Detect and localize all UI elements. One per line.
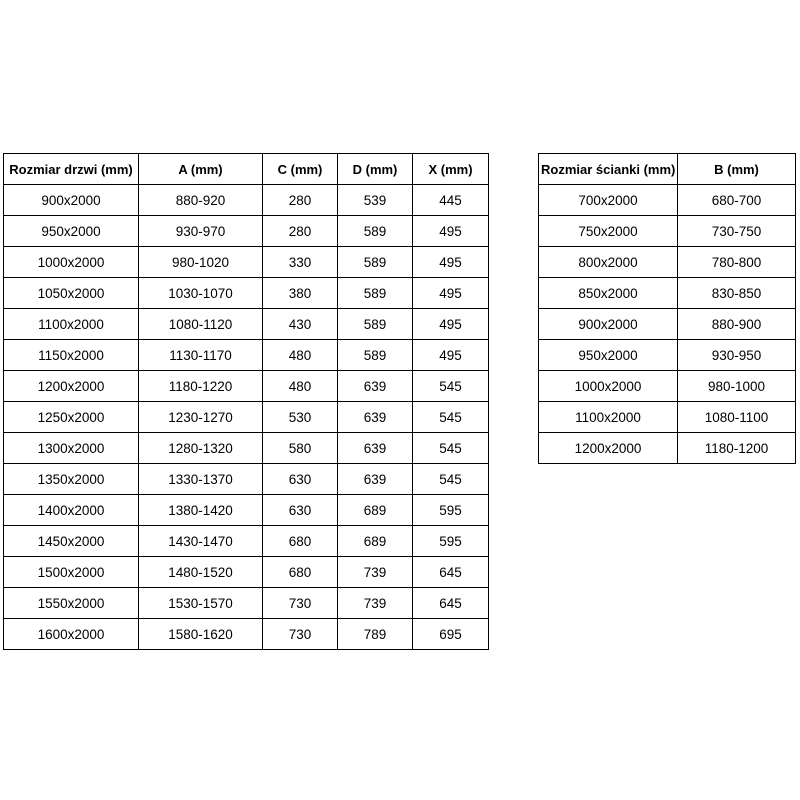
table-cell: 1130-1170 <box>139 340 263 371</box>
table-cell: 480 <box>263 371 338 402</box>
table-cell: 1200x2000 <box>4 371 139 402</box>
column-header: C (mm) <box>263 154 338 185</box>
table-cell: 1330-1370 <box>139 464 263 495</box>
table-cell: 380 <box>263 278 338 309</box>
table-row <box>4 309 489 340</box>
table-cell: 1100x2000 <box>539 402 678 433</box>
table-cell: 680-700 <box>678 185 796 216</box>
table-cell: 730 <box>263 588 338 619</box>
table-cell: 589 <box>338 247 413 278</box>
table-row <box>539 340 796 371</box>
table-row <box>539 309 796 340</box>
table-cell: 730 <box>263 619 338 650</box>
table-row <box>539 371 796 402</box>
table-cell: 539 <box>338 185 413 216</box>
table-cell: 330 <box>263 247 338 278</box>
table-cell: 850x2000 <box>539 278 678 309</box>
table-cell: 595 <box>413 526 489 557</box>
wall-size-table <box>538 153 796 464</box>
table-cell: 789 <box>338 619 413 650</box>
table-cell: 900x2000 <box>4 185 139 216</box>
table-cell: 689 <box>338 526 413 557</box>
table-cell: 1600x2000 <box>4 619 139 650</box>
table-row <box>4 588 489 619</box>
table-row <box>4 433 489 464</box>
table-cell: 1200x2000 <box>539 433 678 464</box>
table-row <box>539 216 796 247</box>
table-cell: 680 <box>263 557 338 588</box>
table-cell: 1080-1100 <box>678 402 796 433</box>
table-cell: 1400x2000 <box>4 495 139 526</box>
table-cell: 1380-1420 <box>139 495 263 526</box>
table-cell: 1030-1070 <box>139 278 263 309</box>
table-cell: 639 <box>338 402 413 433</box>
table-cell: 280 <box>263 185 338 216</box>
table-cell: 1580-1620 <box>139 619 263 650</box>
table-cell: 589 <box>338 216 413 247</box>
table-cell: 1080-1120 <box>139 309 263 340</box>
column-header: D (mm) <box>338 154 413 185</box>
table-cell: 1480-1520 <box>139 557 263 588</box>
table-cell: 730-750 <box>678 216 796 247</box>
table-row <box>4 185 489 216</box>
table-row <box>4 340 489 371</box>
table-cell: 739 <box>338 557 413 588</box>
table-cell: 1230-1270 <box>139 402 263 433</box>
table-cell: 1180-1200 <box>678 433 796 464</box>
table-cell: 589 <box>338 309 413 340</box>
table-row <box>539 278 796 309</box>
table-row <box>539 402 796 433</box>
table-row <box>4 247 489 278</box>
table-cell: 900x2000 <box>539 309 678 340</box>
table-cell: 880-920 <box>139 185 263 216</box>
table-cell: 1500x2000 <box>4 557 139 588</box>
table-cell: 1180-1220 <box>139 371 263 402</box>
table-cell: 1000x2000 <box>539 371 678 402</box>
table-cell: 630 <box>263 495 338 526</box>
table-row <box>4 557 489 588</box>
table-cell: 1250x2000 <box>4 402 139 433</box>
header-row <box>539 154 796 185</box>
table-cell: 545 <box>413 402 489 433</box>
table-cell: 495 <box>413 247 489 278</box>
table-cell: 430 <box>263 309 338 340</box>
table-cell: 930-950 <box>678 340 796 371</box>
table-cell: 1550x2000 <box>4 588 139 619</box>
table-cell: 930-970 <box>139 216 263 247</box>
table-row <box>539 185 796 216</box>
table-cell: 1150x2000 <box>4 340 139 371</box>
table-cell: 1050x2000 <box>4 278 139 309</box>
table-cell: 1350x2000 <box>4 464 139 495</box>
table-cell: 495 <box>413 309 489 340</box>
table-cell: 545 <box>413 464 489 495</box>
table-cell: 1100x2000 <box>4 309 139 340</box>
table-cell: 800x2000 <box>539 247 678 278</box>
table-cell: 750x2000 <box>539 216 678 247</box>
table-cell: 1450x2000 <box>4 526 139 557</box>
table-row <box>539 247 796 278</box>
table-cell: 639 <box>338 464 413 495</box>
table-row <box>4 278 489 309</box>
table-row <box>4 216 489 247</box>
table-cell: 580 <box>263 433 338 464</box>
table-cell: 830-850 <box>678 278 796 309</box>
door-size-table <box>3 153 489 650</box>
table-cell: 1300x2000 <box>4 433 139 464</box>
table-cell: 630 <box>263 464 338 495</box>
table-row <box>4 371 489 402</box>
table-cell: 695 <box>413 619 489 650</box>
table-row <box>4 495 489 526</box>
table-cell: 645 <box>413 557 489 588</box>
table-row <box>4 464 489 495</box>
table-cell: 689 <box>338 495 413 526</box>
table-cell: 530 <box>263 402 338 433</box>
table-cell: 280 <box>263 216 338 247</box>
table-cell: 700x2000 <box>539 185 678 216</box>
table-cell: 595 <box>413 495 489 526</box>
table-row <box>539 433 796 464</box>
table-cell: 880-900 <box>678 309 796 340</box>
table-cell: 950x2000 <box>539 340 678 371</box>
table-cell: 445 <box>413 185 489 216</box>
table-cell: 645 <box>413 588 489 619</box>
table-cell: 495 <box>413 340 489 371</box>
table-cell: 780-800 <box>678 247 796 278</box>
column-header: Rozmiar ścianki (mm) <box>539 154 678 185</box>
table-row <box>4 526 489 557</box>
table-cell: 495 <box>413 278 489 309</box>
header-row <box>4 154 489 185</box>
table-row <box>4 619 489 650</box>
table-cell: 639 <box>338 371 413 402</box>
table-cell: 980-1020 <box>139 247 263 278</box>
table-cell: 980-1000 <box>678 371 796 402</box>
table-cell: 480 <box>263 340 338 371</box>
table-cell: 639 <box>338 433 413 464</box>
column-header: Rozmiar drzwi (mm) <box>4 154 139 185</box>
table-cell: 739 <box>338 588 413 619</box>
column-header: B (mm) <box>678 154 796 185</box>
table-cell: 589 <box>338 278 413 309</box>
table-cell: 1430-1470 <box>139 526 263 557</box>
table-cell: 589 <box>338 340 413 371</box>
table-cell: 545 <box>413 433 489 464</box>
table-cell: 545 <box>413 371 489 402</box>
table-cell: 1280-1320 <box>139 433 263 464</box>
table-cell: 1000x2000 <box>4 247 139 278</box>
column-header: A (mm) <box>139 154 263 185</box>
table-cell: 495 <box>413 216 489 247</box>
column-header: X (mm) <box>413 154 489 185</box>
table-cell: 950x2000 <box>4 216 139 247</box>
table-cell: 1530-1570 <box>139 588 263 619</box>
table-cell: 680 <box>263 526 338 557</box>
table-row <box>4 402 489 433</box>
